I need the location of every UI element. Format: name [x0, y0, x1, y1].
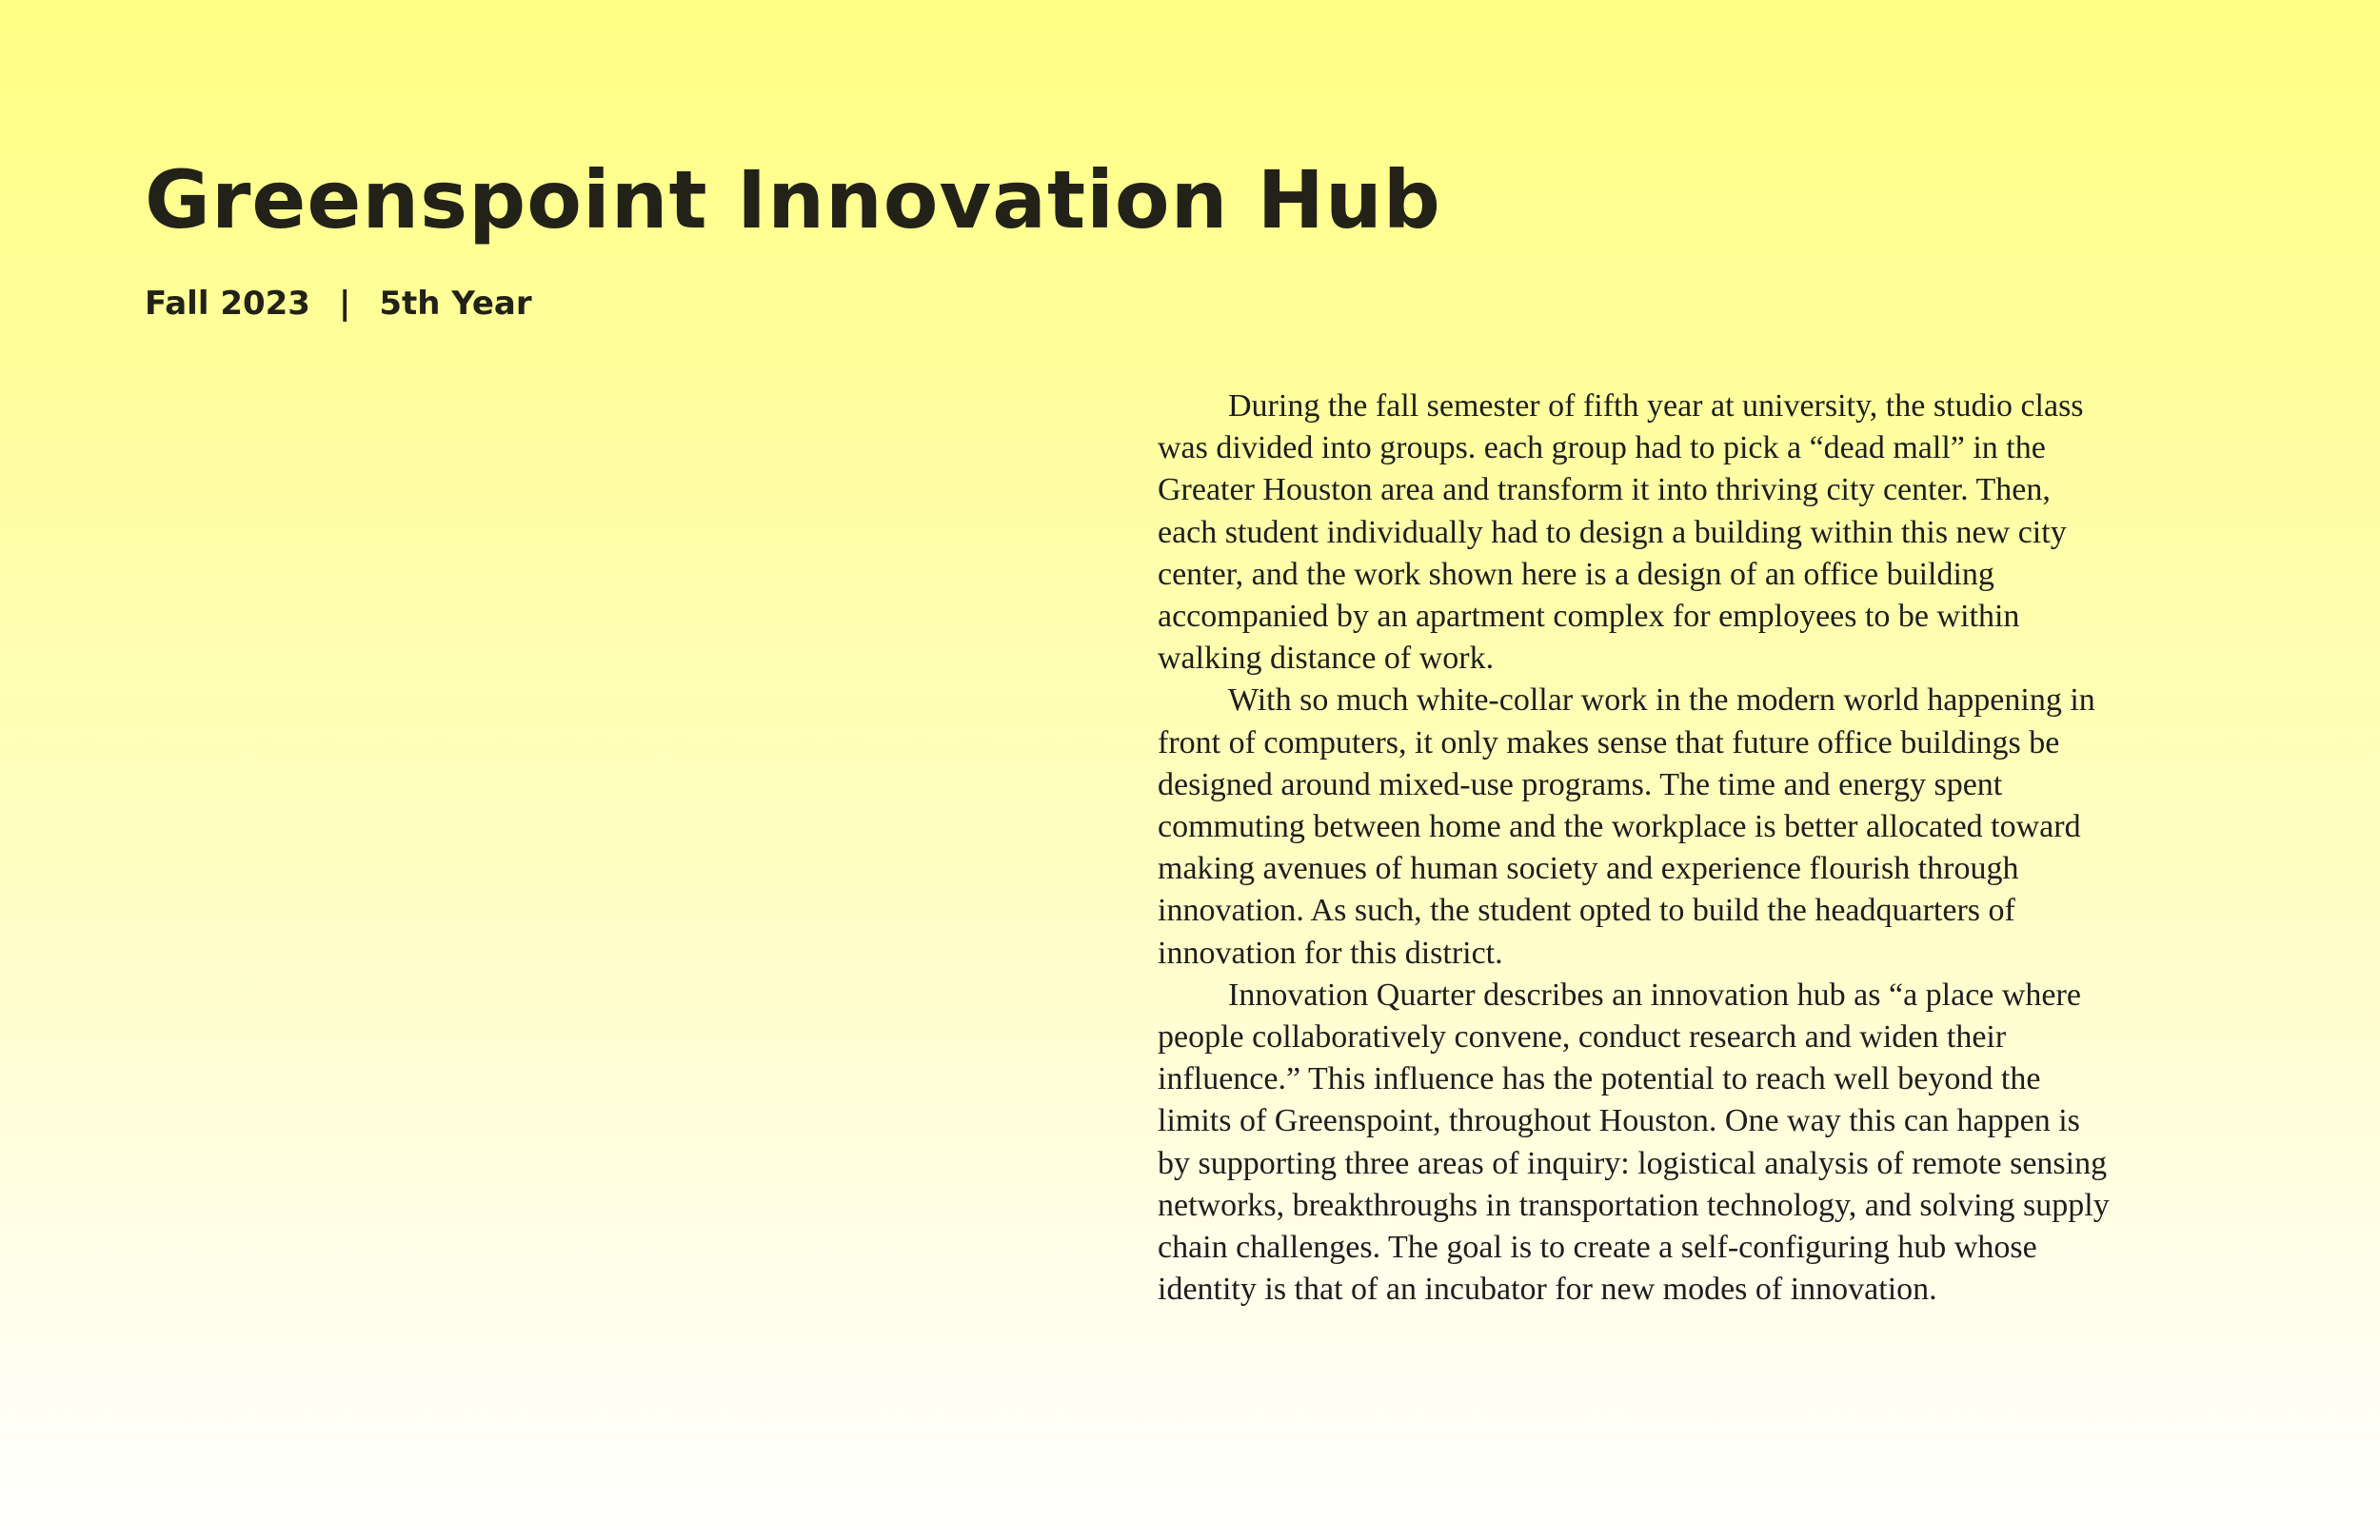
page-title: Greenspoint Innovation Hub	[145, 153, 1441, 247]
year-level-label: 5th Year	[379, 285, 532, 323]
description-paragraph-3: Innovation Quarter describes an innovation hub as “a place where people collaboratively convene, conduct research and widen their influence.” This influence has the potential to reach well beyond the limits of Greenspoint, throughout Houston. One way this can happen is by supporting three areas of inquiry: logistical analysis of remote sensing networks, breakthroughs in transportation technology, and solving supply chain challenges. The goal is to create a self-configuring hub whose identity is that of an incubator for new modes of innovation.	[1158, 977, 2110, 1308]
description-paragraph-2: With so much white-collar work in the modern world happening in front of computers, it only makes sense that future office buildings be designed around mixed-use programs. The time and energy spent commuting between home and the workplace is better allocated toward making avenues of human society and experience flourish through innovation. As such, the student opted to build the headquarters of innovation for this district.	[1158, 682, 2095, 971]
project-description	[1158, 385, 2110, 1311]
description-paragraph-1: During the fall semester of fifth year at university, the studio class was divided into groups. each group had to pick a “dead mall” in the Greater Houston area and transform it into thriving city center. Then, each student individually had to design a building within this new city center, and the work shown here is a design of an office building accompanied by an apartment complex for employees to be within walking distance of work.	[1158, 388, 2084, 677]
term-label: Fall 2023	[145, 285, 310, 323]
meta-separator: |	[338, 285, 351, 323]
project-meta	[145, 283, 532, 325]
